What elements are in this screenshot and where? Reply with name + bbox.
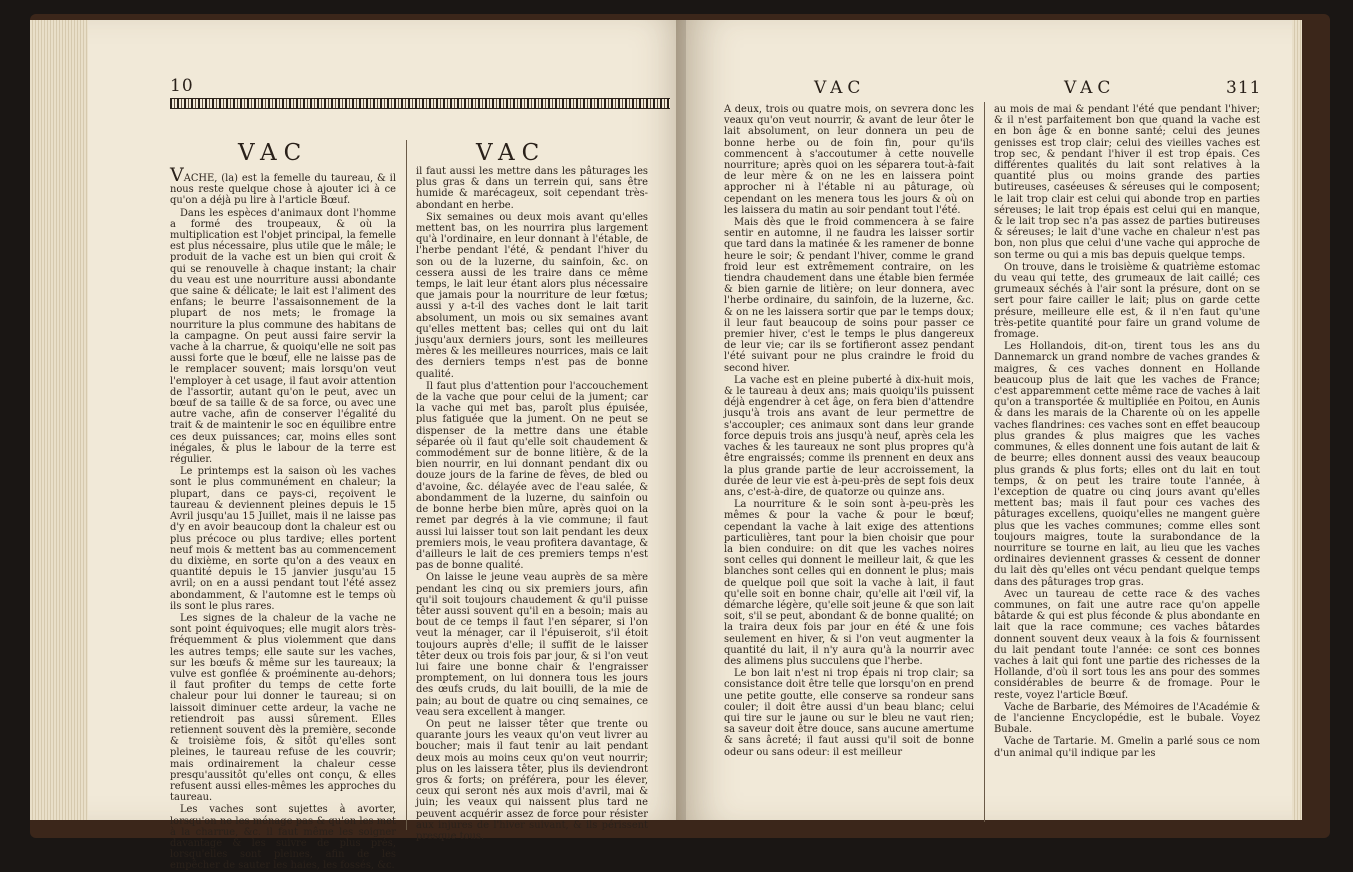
left-page-column-1	[170, 164, 396, 872]
paragraph: Mais dès que le froid commencera à se faire sentir en automne, il ne faudra les laisser sortir que tard dans la matinée & les ramener de bonne heure le soir; & pendant l'hiver, comme le grand froid leur est extrêmement contraire, on les tiendra chaudement dans une étable bien fermée & bien garnie de litière; on leur donnera, avec l'herbe ordinaire, du sainfoin, de la luzerne, &c. & on ne les laissera sortir que par le temps doux; il leur faut beaucoup de soins pour passer ce premier hiver, c'est le temps le plus dangereux de leur vie; car ils se fortifieront assez pendant l'été suivant pour ne plus craindre le froid du second hiver.	[724, 217, 974, 374]
paragraph: Avec un taureau de cette race & des vaches communes, on fait une autre race qu'on appelle bâtarde & qui est plus féconde & plus abondante en lait que la race commune; ces vaches bâtardes donnent souvent deux veaux à la fois & fournissent du lait pendant toute l'année: ce sont ces bonnes vaches à lait qui font une partie des richesses de la Hollande, d'où il sort tous les ans pour des sommes considérables de beurre & de fromage. Pour le reste, voyez l'article Bœuf.	[994, 588, 1260, 701]
right-page-column-1	[724, 104, 974, 816]
paragraph: Vache de Tartarie. M. Gmelin a parlé sous ce nom d'un animal qu'il indique par les	[994, 736, 1260, 759]
paragraph-text: ACHE, (la) est la femelle du taureau, & il nous reste quelque chose à ajouter ici à ce qu'on a déjà pu lire à l'article Bœuf.	[170, 173, 396, 207]
paragraph: Le printemps est la saison où les vaches sont le plus communément en chaleur; la plupart, dans ce pays-ci, reçoivent le taureau & deviennent pleines depuis le 15 Avril jusqu'au 15 Juillet, mais il ne laisse pas d'y en avoir beaucoup dont la chaleur est ou plus précoce ou plus tardive; elles portent neuf mois & mettent bas au commencement du dixième, en sorte qu'on a des veaux en quantité depuis le 15 janvier jusqu'au 15 avril; on en a aussi pendant tout l'été assez abondamment, & l'automne est le temps où ils sont le plus rares.	[170, 466, 396, 612]
column-heading-left: VAC	[238, 140, 309, 166]
paragraph: A deux, trois ou quatre mois, on sevrera donc les veaux qu'on veut nourrir, & avant de leur ôter le lait absolument, on leur donnera un peu de bonne herbe ou de foin fin, pour qu'ils commencent à s'accoutumer à cette nouvelle nourriture; après quoi on les séparera tout-à-fait de leur mère & on ne les en laissera point approcher ni à l'étable ni au pâturage, où cependant on les menera tous les jours & où on les laissera du matin au soir pendant tout l'été.	[724, 104, 974, 216]
page-number-right: 311	[1226, 78, 1262, 98]
running-head-right: VAC	[1064, 78, 1116, 98]
drop-cap: V	[170, 164, 184, 186]
paragraph: Dans les espèces d'animaux dont l'homme a formé des troupeaux, & où la multiplication est l'objet principal, la femelle est plus nécessaire, plus utile que le mâle; le produit de la vache est un bien qui croit & qui se renouvelle à chaque instant; la chair du veau est une nourriture aussi abondante que saine & délicate; le lait est l'aliment des enfans; le beurre l'assaisonnement de la plupart de nos mets; le fromage la nourriture la plus commune des habitans de la campagne. On peut aussi faire servir la vache à la charrue, & quoiqu'elle ne soit pas aussi forte que le bœuf, elle ne laisse pas de le remplacer souvent; mais lorsqu'on veut l'employer à cet usage, il faut avoir attention de l'assortir, autant qu'on le peut, avec un bœuf de sa taille & de sa force, ou avec une autre vache, afin de conserver l'égalité du trait & de maintenir le soc en équilibre entre ces deux puissances; car, moins elles sont inégales, & plus le labour de la terre est régulier.	[170, 207, 396, 466]
paragraph: On laisse le jeune veau auprès de sa mère pendant les cinq ou six premiers jours, afin qu'il soit toujours chaudement & qu'il puisse têter aussi souvent qu'il en a besoin; mais au bout de ce temps il faut l'en séparer, si l'on veut la ménager, car il l'épuiseroit, s'il étoit toujours auprès d'elle; il suffit de le laisser têter deux ou trois fois par jour, & si l'on veut lui faire une bonne chair & l'engraisser promptement, on lui donnera tous les jours des œufs cruds, du lait bouilli, de la mie de pain; au bout de quatre ou cinq semaines, ce veau sera excellent à manger.	[416, 572, 648, 718]
paragraph: au mois de mai & pendant l'été que pendant l'hiver; & il n'est parfaitement bon que quand la vache est en bon âge & en bonne santé; celui des jeunes genisses est trop clair; celui des vieilles vaches est trop sec, & pendant l'hiver il est trop épais. Ces différentes qualités du lait sont relatives à la quantité plus ou moins grande des parties butireuses, caséeuses & séreuses qui le composent; le lait trop clair est celui qui abonde trop en parties séreuses; le lait trop épais est celui qui en manque, & le lait trop sec n'a pas assez de parties butireuses & séreuses; le lait d'une vache en chaleur n'est pas bon, non plus que celui d'une vache qui approche de son terme ou qui a mis bas depuis quelque temps.	[994, 104, 1260, 261]
paragraph	[170, 164, 396, 207]
paragraph: On trouve, dans le troisième & quatrième estomac du veau qui tette, des grumeaux de lait caillé; ces grumeaux séchés à l'air sont la présure, dont on se sert pour faire cailler le lait; plus on garde cette présure, meilleure elle est, & il n'en faut qu'une très-petite quantité pour faire un grand volume de fromage.	[994, 261, 1260, 341]
paragraph: La nourriture & le soin sont à-peu-près les mêmes & pour la vache & pour le bœuf; cependant la vache à lait exige des attentions particulières, tant pour la bien choisir que pour la bien conduire: on dit que les vaches noires sont celles qui donnent le meilleur lait, & que les blanches sont celles qui en donnent le plus; mais de quelque poil que soit la vache à lait, il faut qu'elle soit en bonne chair, qu'elle ait l'œil vif, la démarche légère, qu'elle soit jeune & que son lait soit, s'il se peut, abondant & de bonne qualité; on la traira deux fois par jour en été & une fois seulement en hiver, & si l'on veut augmenter la quantité du lait, il n'y aura qu'à la nourrir avec des alimens plus succulens que l'herbe.	[724, 499, 974, 667]
left-page	[88, 20, 686, 872]
paragraph: On peut ne laisser têter que trente ou quarante jours les veaux qu'on veut livrer au boucher; mais il faut tenir au lait pendant deux mois au moins ceux qu'on veut nourrir; plus on les laissera têter, plus ils deviendront gros & forts; on préférera, pour les élever, ceux qui seront nés aux mois d'avril, mai & juin; les veaux qui naissent plus tard ne peuvent acquérir assez de force pour résister aux injures de l'hiver suivant, & ils périssent presque tous.	[416, 718, 648, 842]
right-page-edges	[1292, 20, 1302, 820]
running-head-left: VAC	[814, 78, 866, 98]
paragraph: Les signes de la chaleur de la vache ne sont point équivoques; elle mugit alors très-fréquemment & plus violemment que dans les autres temps; elle saute sur les vaches, sur les bœufs & même sur les taureaux; la vulve est gonflée & proéminente au-dehors; il faut profiter du temps de cette forte chaleur pour lui donner le taureau; si on laissoit diminuer cette ardeur, la vache ne retiendroit pas aussi sûrement. Elles retiennent souvent dès la première, seconde & troisième fois, & sitôt qu'elles sont pleines, le taureau refuse de les couvrir; mais ordinairement la chaleur cesse presqu'aussitôt qu'elles ont conçu, & elles refusent aussi elles-mêmes les approches du taureau.	[170, 612, 396, 804]
paragraph: Vache de Barbarie, des Mémoires de l'Académie & de l'ancienne Encyclopédie, est le bubale. Voyez Bubale.	[994, 701, 1260, 736]
paragraph: La vache est en pleine puberté à dix-huit mois, & le taureau à deux ans; mais quoiqu'ils puissent déjà engendrer à cet âge, on fera bien d'attendre jusqu'à trois ans avant de leur permettre de s'accoupler; ces animaux sont dans leur grande force depuis trois ans jusqu'à neuf, après cela les vaches & les taureaux ne sont plus propres qu'à être engraissés; comme ils prennent en deux ans la plus grande partie de leur accroissement, la durée de leur vie est à-peu-près de sept fois deux ans, c'est-à-dire, de quatorze ou quinze ans.	[724, 374, 974, 498]
left-page-column-2	[416, 166, 648, 842]
paragraph: il faut aussi les mettre dans les pâturages les plus gras & dans un terrein qui, sans être humide & marécageux, soit cependant très-abondant en herbe.	[416, 166, 648, 211]
column-rule	[406, 140, 407, 830]
paragraph: Les vaches sont sujettes à avorter, lorsqu'on ne les ménage pas & qu'on les met à la charrue, &c. il faut même les soigner davantage & les suivre de plus près, lorsqu'elles sont pleines, afin de les empêcher de sauter les haies, les fossés, &c.	[170, 804, 396, 872]
right-page-column-2	[994, 104, 1260, 816]
page-number-left: 10	[170, 76, 194, 96]
left-page-edges	[30, 20, 88, 820]
paragraph: Six semaines ou deux mois avant qu'elles mettent bas, on les nourrira plus largement qu'à l'ordinaire, en leur donnant à l'étable, de l'herbe pendant l'été, & pendant l'hiver du son ou de la luzerne, du sainfoin, &c. on cessera aussi de les traire dans ce même temps, le lait leur étant alors plus nécessaire que jamais pour la nourriture de leur fœtus; aussi y a-t-il des vaches dont le lait tarit absolument, un mois ou six semaines avant qu'elles mettent bas; celles qui ont du lait jusqu'aux derniers jours, sont les meilleures mères & les meilleures nourrices, mais ce lait des derniers temps n'est pas de bonne qualité.	[416, 211, 648, 380]
right-page	[686, 20, 1292, 820]
header-ornament	[170, 98, 670, 109]
paragraph: Les Hollandois, dit-on, tirent tous les ans du Dannemarck un grand nombre de vaches grandes & maigres, & ces vaches donnent en Hollande beaucoup plus de lait que les vaches de France; c'est apparemment cette même race de vaches à lait qu'on a transportée & multipliée en Poitou, en Aunis & dans les marais de la Charente où on les appelle vaches flandrines: ces vaches sont en effet beaucoup plus grandes & plus maigres que les vaches communes, & elles donnent une fois autant de lait & de beurre; elles donnent aussi des veaux beaucoup plus grands & plus forts; elles ont du lait en tout temps, & on peut les traire toute l'année, à l'exception de quatre ou cinq jours avant qu'elles mettent bas; mais il faut pour ces vaches des pâturages excellens, quoiqu'elles ne mangent guère plus que les vaches communes; comme elles sont toujours maigres, toute la surabondance de la nourriture se tourne en lait, au lieu que les vaches ordinaires deviennent grasses & cessent de donner du lait dès qu'elles ont vécu pendant quelque temps dans des pâturages trop gras.	[994, 341, 1260, 588]
column-rule	[984, 102, 985, 822]
column-heading-right: VAC	[476, 140, 547, 166]
paragraph: Le bon lait n'est ni trop épais ni trop clair; sa consistance doit être telle que lorsqu'on en prend une petite goutte, elle conserve sa rondeur sans couler; il doit être aussi d'un beau blanc; celui qui tire sur le jaune ou sur le bleu ne vaut rien; sa saveur doit être douce, sans aucune amertume & sans âcreté; il faut aussi qu'il soit de bonne odeur ou sans odeur: il est meilleur	[724, 668, 974, 758]
paragraph: Il faut plus d'attention pour l'accouchement de la vache que pour celui de la jument; car la vache qui met bas, paroît plus épuisée, plus fatiguée que la jument. On ne peut se dispenser de la mettre dans une étable séparée où il faut qu'elle soit chaudement & commodément sur de bonne litière, & de la bien nourrir, en lui donnant pendant dix ou douze jours de la farine de fèves, de bled ou d'avoine, &c. délayée avec de l'eau salée, & abondamment de la luzerne, du sainfoin ou de bonne herbe bien mûre, après quoi on la remet par degrés à la vie commune; il faut aussi lui laisser tout son lait pendant les deux premiers mois, le veau profitera davantage, & d'ailleurs le lait de ces premiers temps n'est pas de bonne qualité.	[416, 380, 648, 572]
